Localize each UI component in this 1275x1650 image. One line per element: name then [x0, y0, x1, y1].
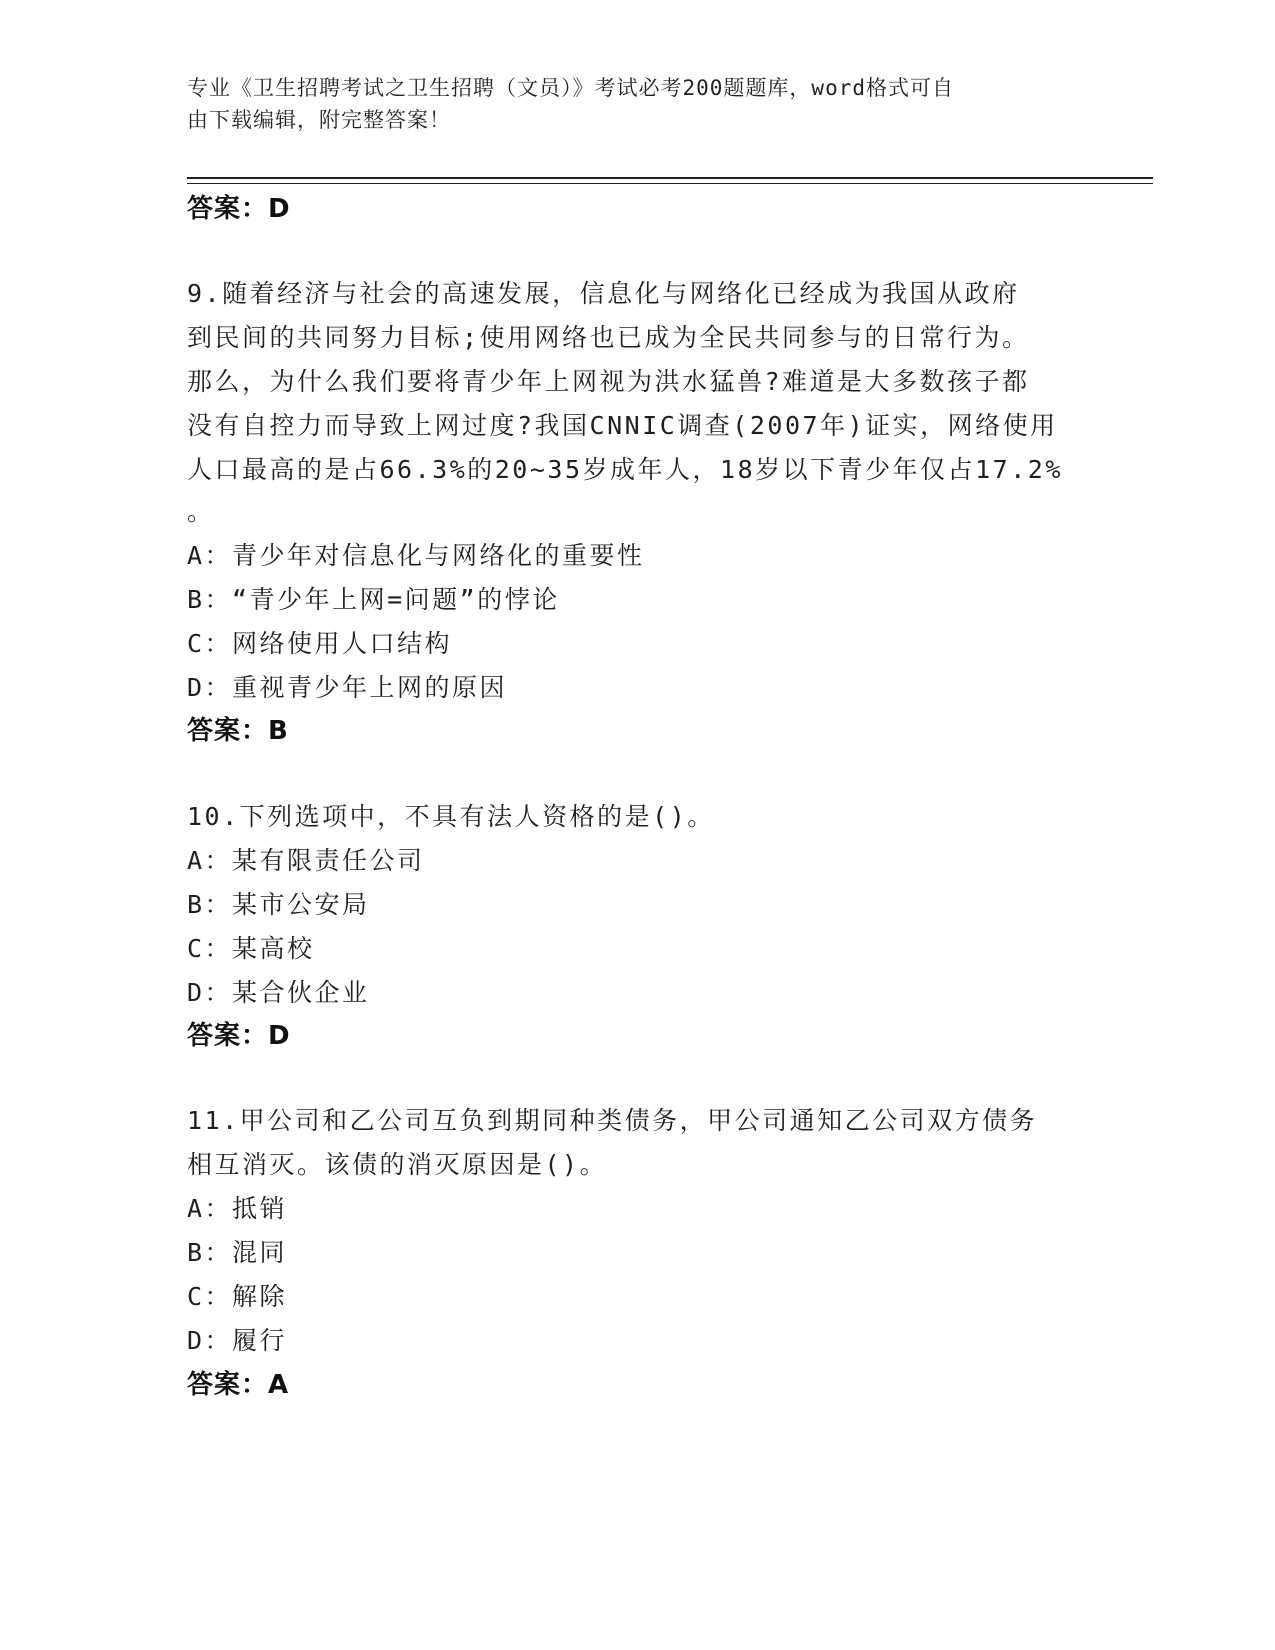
question-9-option-d: D：重视青少年上网的原因: [187, 673, 508, 702]
header-divider-thin: [187, 183, 1153, 184]
question-9-text-line: 到民间的共同努力目标;使用网络也已成为全民共同参与的日常行为。: [187, 323, 1030, 352]
question-9-text-line: 人口最高的是占66.3%的20~35岁成年人，18岁以下青少年仅占17.2%: [187, 455, 1063, 484]
question-9-option-c: C：网络使用人口结构: [187, 629, 453, 658]
answer-previous: 答案：D: [187, 194, 291, 224]
question-11-answer: 答案：A: [187, 1370, 290, 1400]
header-line-2: 由下载编辑，附完整答案！: [187, 108, 451, 132]
header-line-1: 专业《卫生招聘考试之卫生招聘（文员）》考试必考200题题库，word格式可自: [187, 76, 954, 100]
question-9-text-line: 。: [187, 497, 215, 526]
question-11-option-a: A：抵销: [187, 1194, 288, 1223]
question-11-text-line: 相互消灭。该债的消灭原因是()。: [187, 1150, 608, 1179]
question-9-option-a: A：青少年对信息化与网络化的重要性: [187, 541, 645, 570]
question-10-option-a: A：某有限责任公司: [187, 846, 425, 875]
question-11-option-c: C：解除: [187, 1282, 288, 1311]
question-11-option-b: B：混同: [187, 1238, 288, 1267]
question-10-option-c: C：某高校: [187, 934, 315, 963]
question-9-text-line: 那么，为什么我们要将青少年上网视为洪水猛兽?难道是大多数孩子都: [187, 367, 1030, 396]
question-9-text-line: 9.随着经济与社会的高速发展，信息化与网络化已经成为我国从政府: [187, 279, 1020, 308]
question-10-text-line: 10.下列选项中，不具有法人资格的是()。: [187, 802, 715, 831]
header-divider-thick: [187, 177, 1153, 179]
question-10-option-b: B：某市公安局: [187, 890, 370, 919]
question-9-text-line: 没有自控力而导致上网过度?我国CNNIC调查(2007年)证实，网络使用: [187, 411, 1058, 440]
question-9-answer: 答案：B: [187, 716, 289, 746]
question-10-option-d: D：某合伙企业: [187, 978, 370, 1007]
page-header: [187, 72, 1067, 136]
question-9-option-b: B：“青少年上网=问题”的悖论: [187, 585, 560, 614]
question-10-answer: 答案：D: [187, 1021, 291, 1051]
question-11-option-d: D：履行: [187, 1326, 288, 1355]
question-11-text-line: 11.甲公司和乙公司互负到期同种类债务，甲公司通知乙公司双方债务: [187, 1106, 1038, 1135]
